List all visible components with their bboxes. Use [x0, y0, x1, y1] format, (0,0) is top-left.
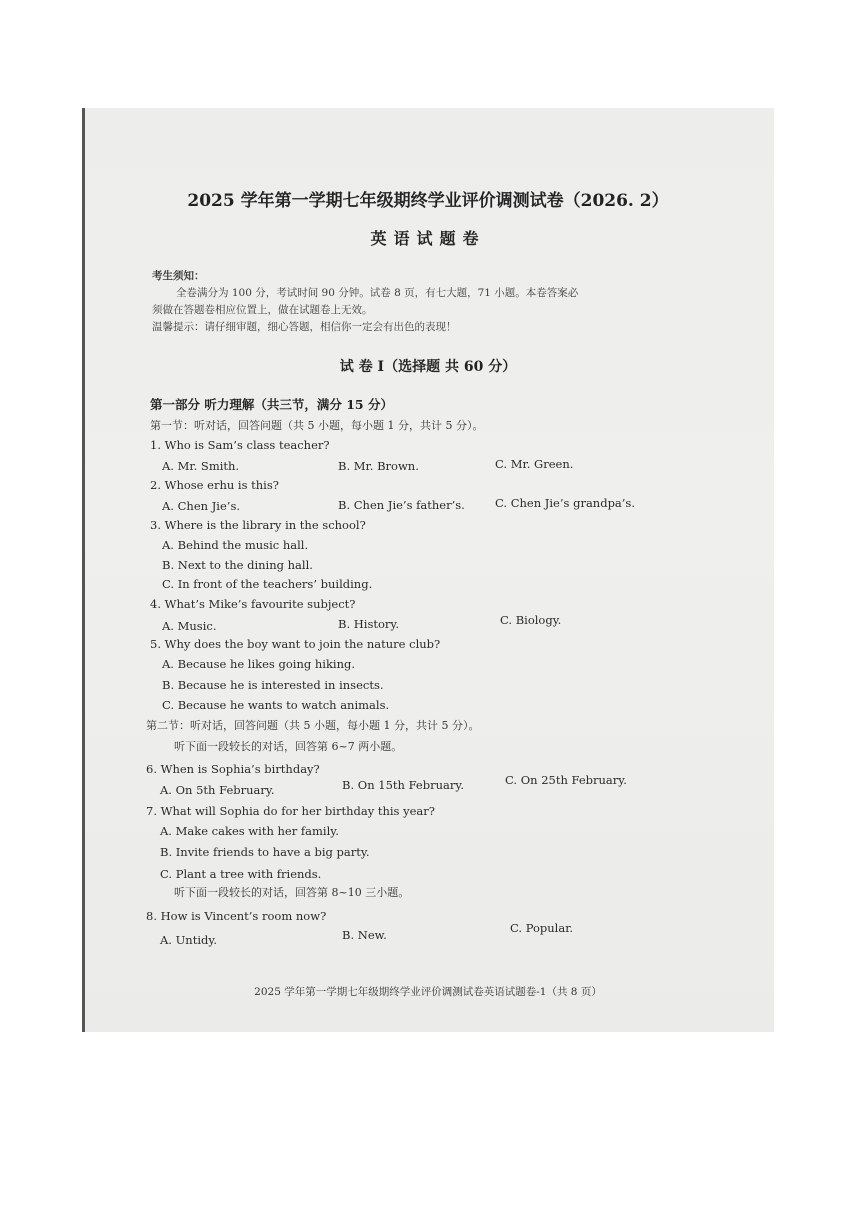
question-7-option-a: A. Make cakes with her family.	[160, 824, 339, 838]
part1-section2-instruction: 第二节：听对话，回答问题（共 5 小题，每小题 1 分，共计 5 分）。	[146, 719, 480, 732]
instruction-q6-7: 听下面一段较长的对话，回答第 6~7 两小题。	[174, 740, 403, 753]
question-8: 8. How is Vincent’s room now?	[146, 909, 327, 923]
question-4: 4. What’s Mike’s favourite subject?	[150, 597, 356, 611]
question-3-option-a: A. Behind the music hall.	[162, 538, 309, 552]
exam-paper-photo	[82, 108, 774, 1032]
question-1-option-c: C. Mr. Green.	[495, 457, 574, 471]
question-6-option-c: C. On 25th February.	[505, 773, 627, 787]
question-6: 6. When is Sophia’s birthday?	[146, 762, 320, 776]
question-8-option-c: C. Popular.	[510, 921, 574, 935]
question-8-option-b: B. New.	[342, 928, 387, 942]
question-4-option-c: C. Biology.	[500, 613, 562, 627]
question-6-option-b: B. On 15th February.	[342, 778, 464, 792]
question-1: 1. Who is Sam’s class teacher?	[150, 438, 330, 452]
question-7-option-c: C. Plant a tree with friends.	[160, 867, 322, 881]
page-footer: 2025 学年第一学期七年级期终学业评价调测试卷英语试题卷-1（共 8 页）	[254, 986, 602, 998]
exam-subtitle: 英语试题卷	[370, 229, 486, 248]
question-7: 7. What will Sophia do for her birthday this year?	[146, 804, 435, 818]
exam-title: 2025 学年第一学期七年级期终学业评价调测试卷（2026. 2）	[187, 191, 669, 211]
notice-line-2: 须做在答题卷相应位置上，做在试题卷上无效。	[152, 304, 373, 316]
question-4-option-b: B. History.	[338, 617, 400, 631]
question-1-option-a: A. Mr. Smith.	[162, 459, 240, 473]
instruction-q8-10: 听下面一段较长的对话，回答第 8~10 三小题。	[174, 886, 410, 899]
question-2: 2. Whose erhu is this?	[150, 478, 279, 492]
question-5: 5. Why does the boy want to join the nature club?	[150, 637, 441, 651]
question-2-option-b: B. Chen Jie’s father’s.	[338, 498, 465, 512]
question-7-option-b: B. Invite friends to have a big party.	[160, 845, 370, 859]
question-5-option-b: B. Because he is interested in insects.	[162, 678, 384, 692]
question-2-option-a: A. Chen Jie’s.	[162, 499, 240, 513]
question-1-option-b: B. Mr. Brown.	[338, 459, 419, 473]
part1-section1-instruction: 第一节：听对话，回答问题（共 5 小题，每小题 1 分，共计 5 分）。	[150, 419, 484, 432]
question-3: 3. Where is the library in the school?	[150, 518, 366, 532]
section-title: 试 卷 I（选择题 共 60 分）	[339, 359, 517, 375]
question-5-option-c: C. Because he wants to watch animals.	[162, 698, 390, 712]
notice-line-1: 全卷满分为 100 分，考试时间 90 分钟。试卷 8 页，有七大题，71 小题。本卷答案必	[176, 287, 579, 299]
question-2-option-c: C. Chen Jie’s grandpa’s.	[495, 496, 635, 510]
question-5-option-a: A. Because he likes going hiking.	[162, 657, 356, 671]
question-4-option-a: A. Music.	[162, 619, 217, 633]
question-8-option-a: A. Untidy.	[160, 933, 218, 947]
notice-line-3: 温馨提示：请仔细审题，细心答题，相信你一定会有出色的表现！	[152, 321, 457, 333]
question-3-option-c: C. In front of the teachers’ building.	[162, 577, 373, 591]
part1-title: 第一部分 听力理解（共三节，满分 15 分）	[150, 397, 393, 412]
question-6-option-a: A. On 5th February.	[160, 783, 275, 797]
notice-heading: 考生须知：	[152, 270, 205, 282]
question-3-option-b: B. Next to the dining hall.	[162, 558, 313, 572]
